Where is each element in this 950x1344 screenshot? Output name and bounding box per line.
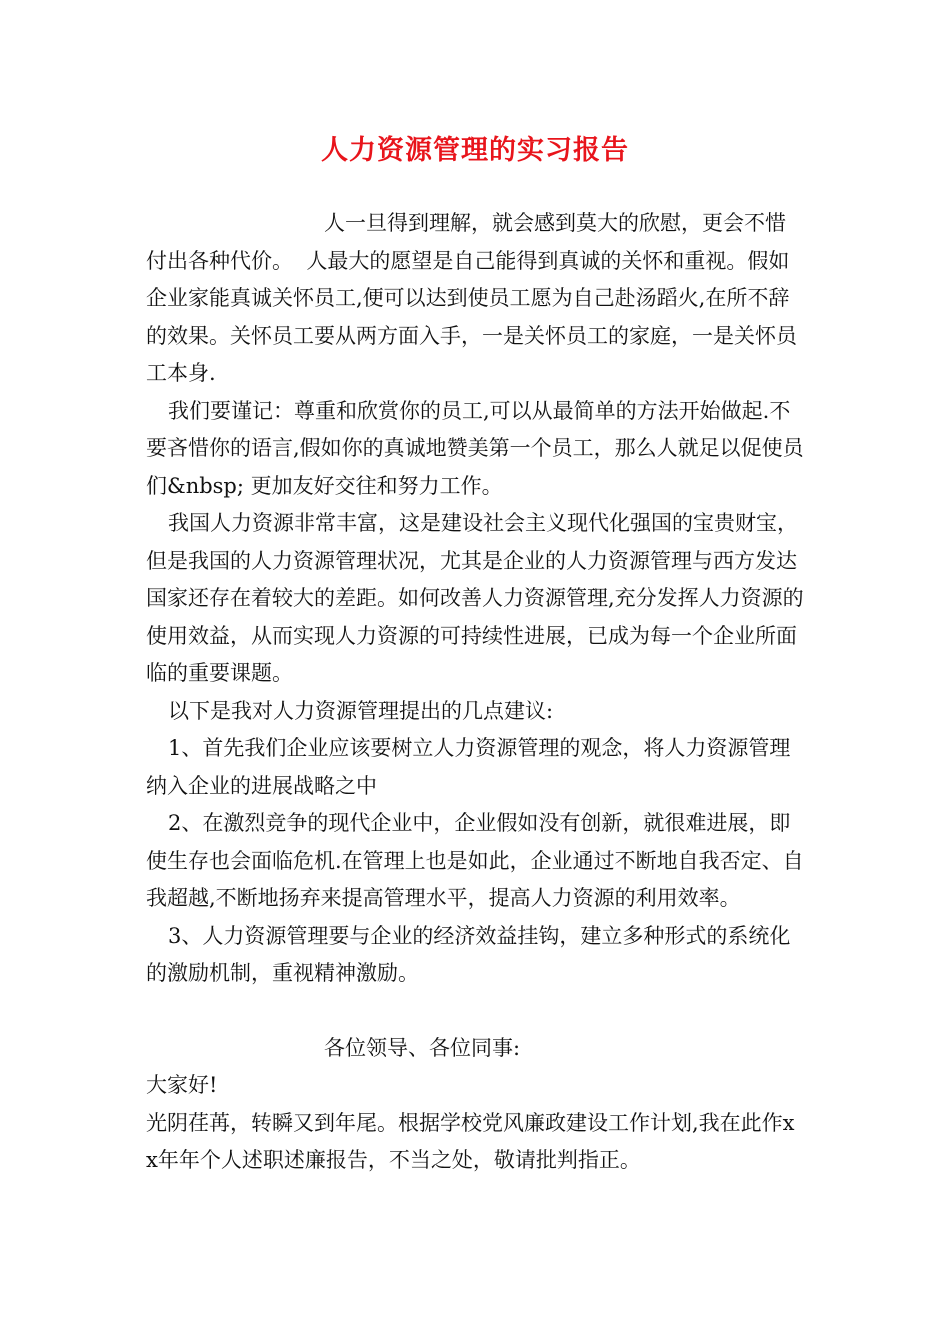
- paragraph-1: 人一旦得到理解，就会感到莫大的欣慰，更会不惜付出各种代价。 人最大的愿望是自己能得到真诚的关怀和重视。假如企业家能真诚关怀员工,便可以达到使员工愿为自己赴汤蹈火,在所不辞的效果。关怀员工要从两方面入手，一是关怀员工的家庭，一是关怀员工本身.: [146, 211, 797, 385]
- paragraph-7: 3、人力资源管理要与企业的经济效益挂钩，建立多种形式的系统化的激励机制，重视精神激励。: [146, 923, 791, 985]
- closing-paragraph: 光阴荏苒，转瞬又到年尾。根据学校党风廉政建设工作计划,我在此作xx年年个人述职述廉报告，不当之处，敬请批判指正。: [146, 1110, 795, 1172]
- document-body: [146, 205, 806, 1180]
- paragraph-6: 2、在激烈竞争的现代企业中，企业假如没有创新，就很难进展，即使生存也会面临危机.在管理上也是如此，企业通过不断地自我否定、自我超越,不断地扬弃来提高管理水平，提高人力资源的利用效率。: [146, 811, 804, 910]
- document-title: 人力资源管理的实习报告: [321, 135, 629, 166]
- paragraph-2: 我们要谨记：尊重和欣赏你的员工,可以从最简单的方法开始做起.不要吝惜你的语言,假如你的真诚地赞美第一个员工，那么人就足以促使员们&nbsp; 更加友好交往和努力工作。: [146, 398, 804, 498]
- paragraph-4: 以下是我对人力资源管理提出的几点建议:: [168, 698, 554, 723]
- paragraph-5: 1、首先我们企业应该要树立人力资源管理的观念，将人力资源管理纳入企业的进展战略之中: [146, 736, 791, 798]
- greeting: 大家好!: [146, 1073, 218, 1097]
- section-gap: [146, 993, 806, 1030]
- paragraph-3: 我国人力资源非常丰富，这是建设社会主义现代化强国的宝贵财宝，但是我国的人力资源管理状况，尤其是企业的人力资源管理与西方发达国家还存在着较大的差距。如何改善人力资源管理,充分发挥人力资源的使用效益，从而实现人力资源的可持续性进展，已成为每一个企业所面临的重要课题。: [146, 511, 804, 685]
- salutation: 各位领导、各位同事:: [324, 1035, 521, 1060]
